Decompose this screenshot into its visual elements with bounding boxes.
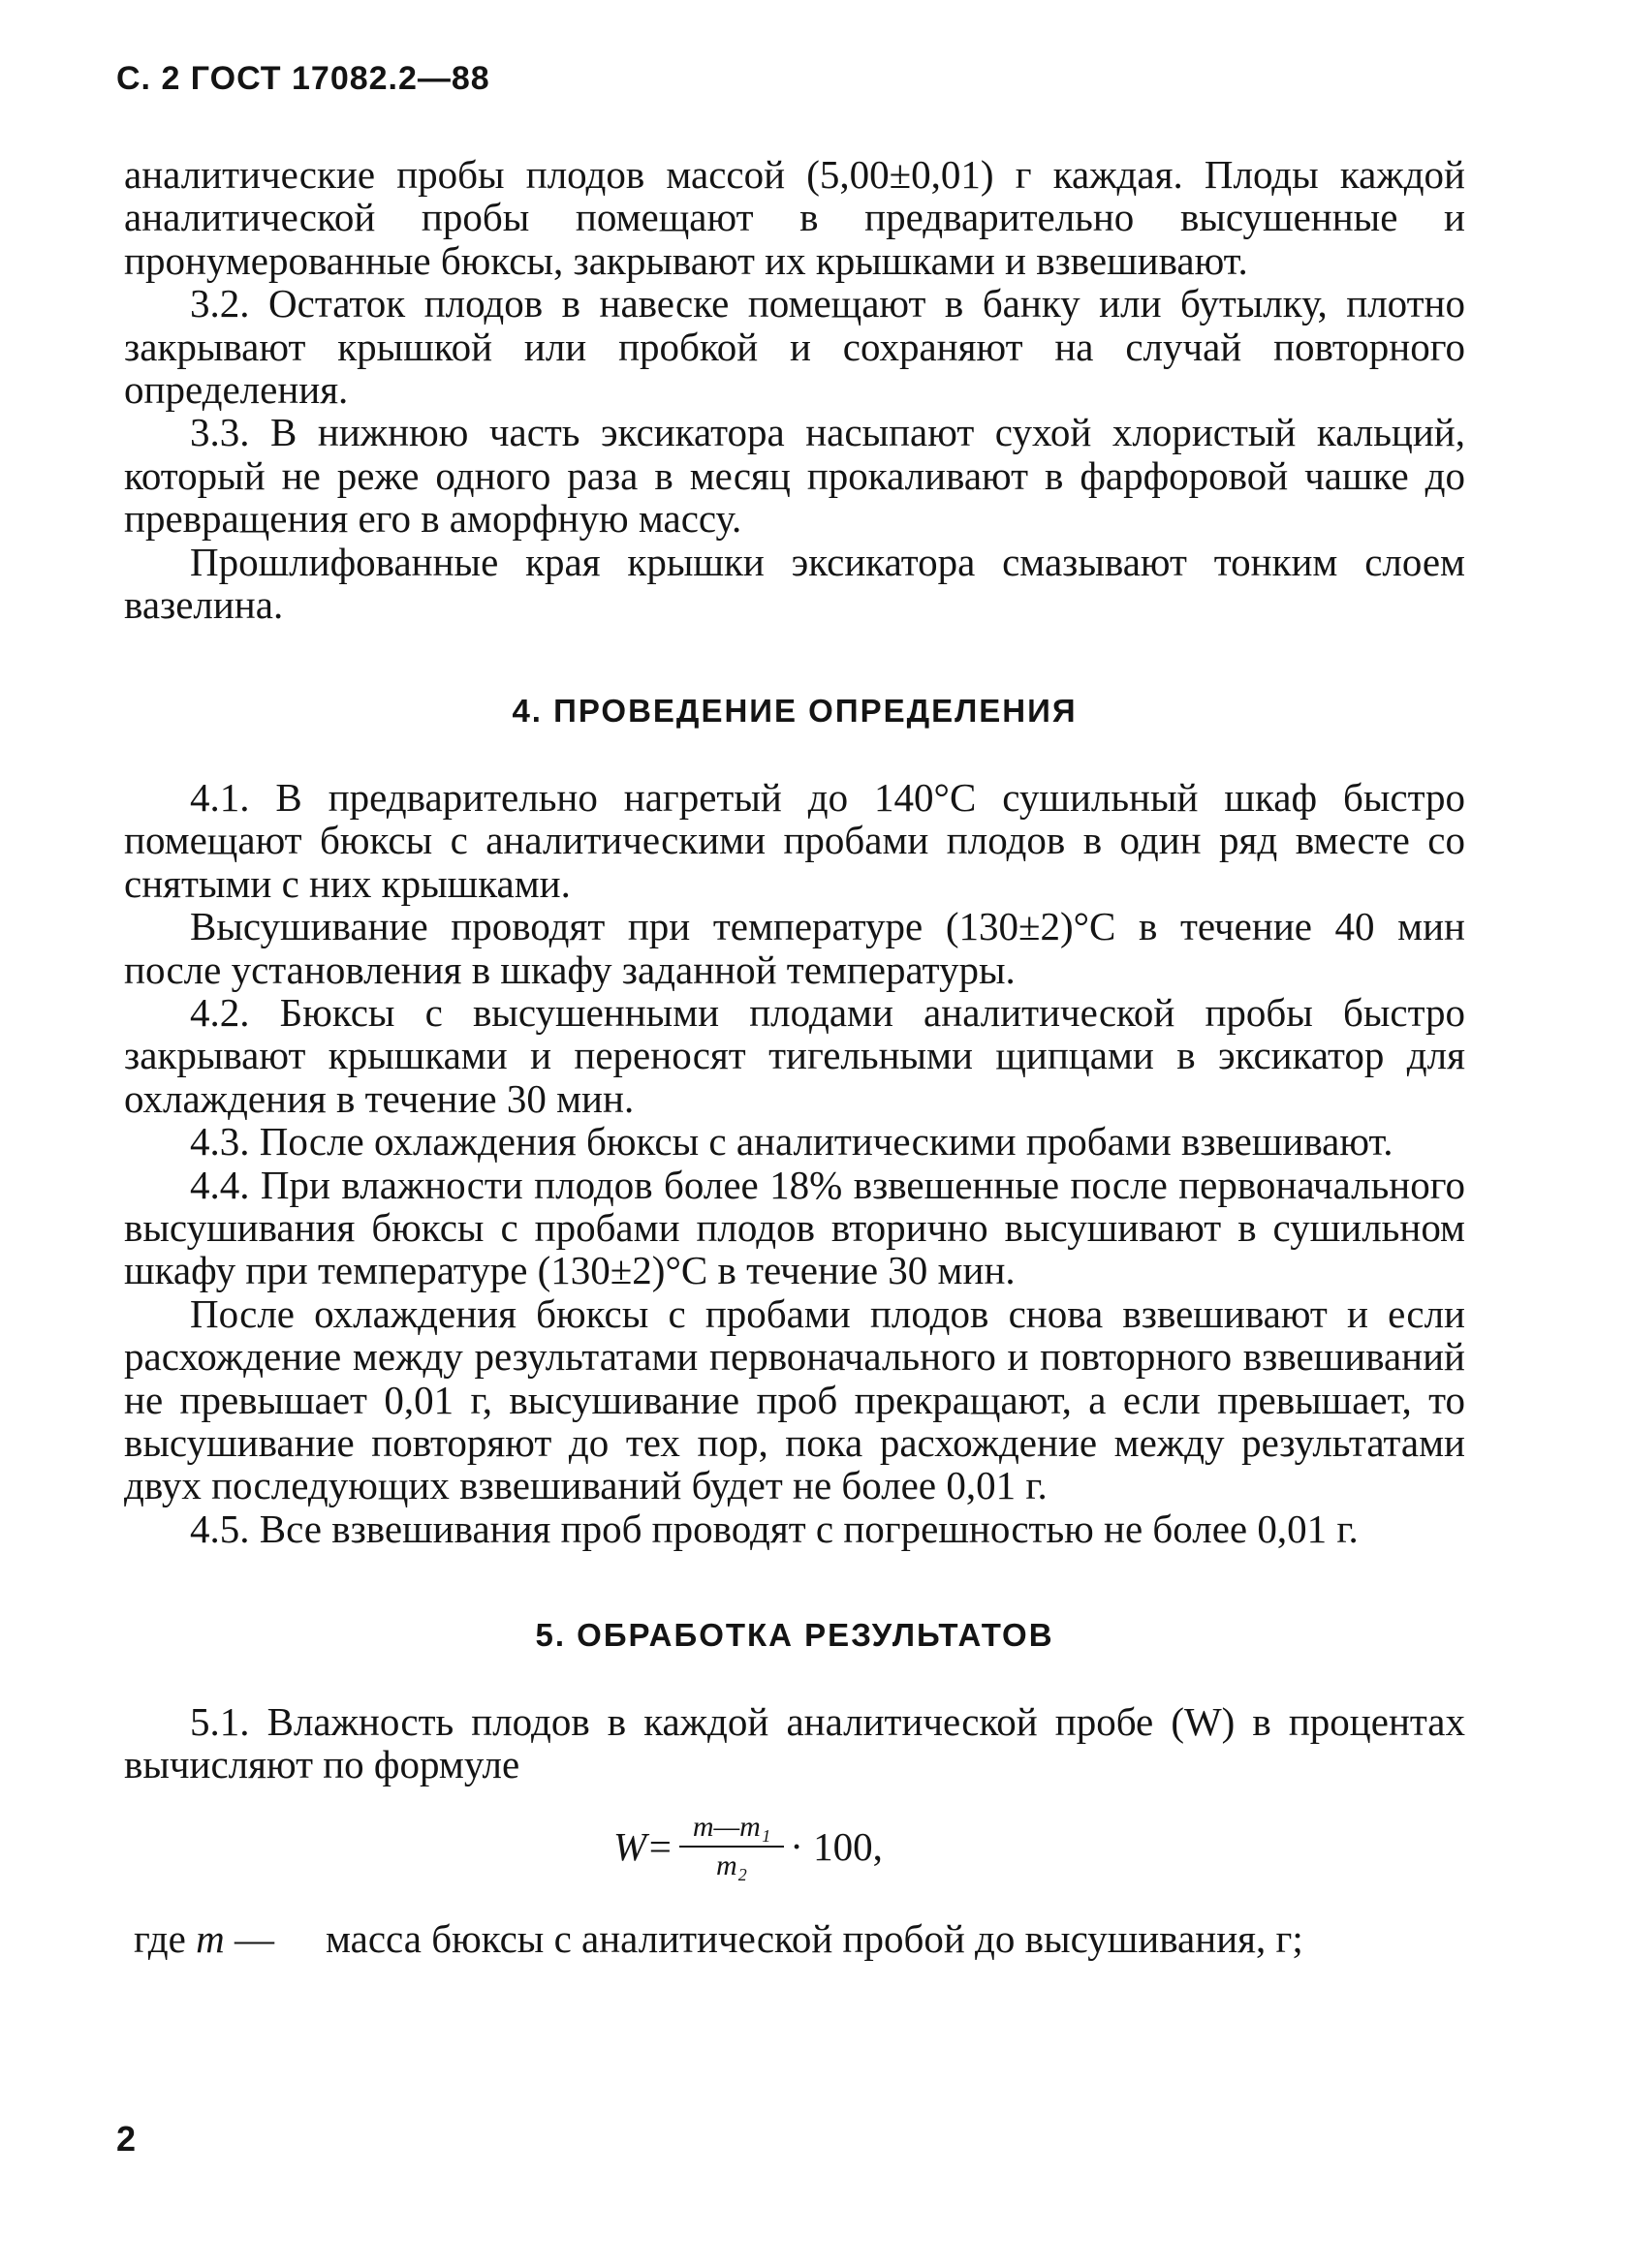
paragraph: 4.4. При влажности плодов более 18% взвешенные после первоначального высушивания бюксы с пробами плодов вторично высушивают в сушильном шкафу при температуре (130±2)°С в течение 30 мин. <box>124 1162 1465 1293</box>
paragraph: 4.1. В предварительно нагретый до 140°С сушильный шкаф быстро помещают бюксы с аналитическими пробами плодов в один ряд вместе со снятыми с них крышками. <box>124 774 1465 906</box>
formula-denominator: m₂ <box>715 1849 748 1882</box>
section-heading: 5. ОБРАБОТКА РЕЗУЛЬТАТОВ <box>535 1617 1054 1654</box>
formula-rhs: · 100, <box>790 1824 883 1870</box>
formula-fraction <box>679 1809 784 1884</box>
formula-lhs: W= <box>613 1824 673 1870</box>
document-body <box>124 153 1465 1961</box>
paragraph: аналитические пробы плодов массой (5,00±0,01) г каждая. Плоды каждой аналитической пробы помещают в предварительно высушенные и пронумерованные бюксы, закрывают их крышками и взвешивают. <box>124 152 1465 283</box>
page-number: 2 <box>116 2119 137 2159</box>
paragraph: 4.2. Бюксы с высушенными плодами аналитической пробы быстро закрывают крышками и переносят тигельными щипцами в эксикатор для охлаждения в течение 30 мин. <box>124 989 1465 1121</box>
variable-definition <box>124 1917 1465 1960</box>
paragraph: Высушивание проводят при температуре (130±2)°С в течение 40 мин после установления в шкафу заданной температуры. <box>124 904 1465 992</box>
definition-dash: — <box>234 1916 274 1962</box>
paragraph: 4.5. Все взвешивания проб проводят с погрешностью не более 0,01 г. <box>190 1506 1359 1551</box>
section-heading: 4. ПРОВЕДЕНИЕ ОПРЕДЕЛЕНИЯ <box>512 693 1078 730</box>
formula-numerator: m—m₁ <box>692 1811 771 1844</box>
page-header: С. 2 ГОСТ 17082.2—88 <box>116 60 490 97</box>
paragraph: После охлаждения бюксы с пробами плодов снова взвешивают и если расхождение между результатами первоначального и повторного взвешиваний не превышает 0,01 г, высушивание проб прекращают, а если превышает, то высушивание повторяют до тех пор, пока расхождение между результатами двух последующих взвешиваний будет не более 0,01 г. <box>124 1290 1465 1508</box>
paragraph: 3.2. Остаток плодов в навеске помещают в банку или бутылку, плотно закрывают крышкой или пробкой и сохраняют на случай повторного определения. <box>124 281 1465 413</box>
paragraph: Прошлифованные края крышки эксикатора смазывают тонким слоем вазелина. <box>124 539 1465 628</box>
variable-label <box>124 1917 326 1960</box>
paragraph: 5.1. Влажность плодов в каждой аналитической пробе (W) в процентах вычисляют по формуле <box>124 1698 1465 1786</box>
where-prefix: где <box>134 1916 186 1962</box>
paragraph: 4.3. После охлаждения бюксы с аналитическими пробами взвешивают. <box>190 1119 1393 1165</box>
paragraph: 3.3. В нижнюю часть эксикатора насыпают сухой хлористый кальций, который не реже одного раза в месяц прокаливают в фарфоровой чашке до превращения его в аморфную массу. <box>124 410 1465 542</box>
moisture-formula <box>124 1793 1465 1900</box>
variable-symbol: m <box>196 1916 225 1962</box>
variable-description: масса бюксы с аналитической пробой до высушивания, г; <box>326 1916 1303 1962</box>
